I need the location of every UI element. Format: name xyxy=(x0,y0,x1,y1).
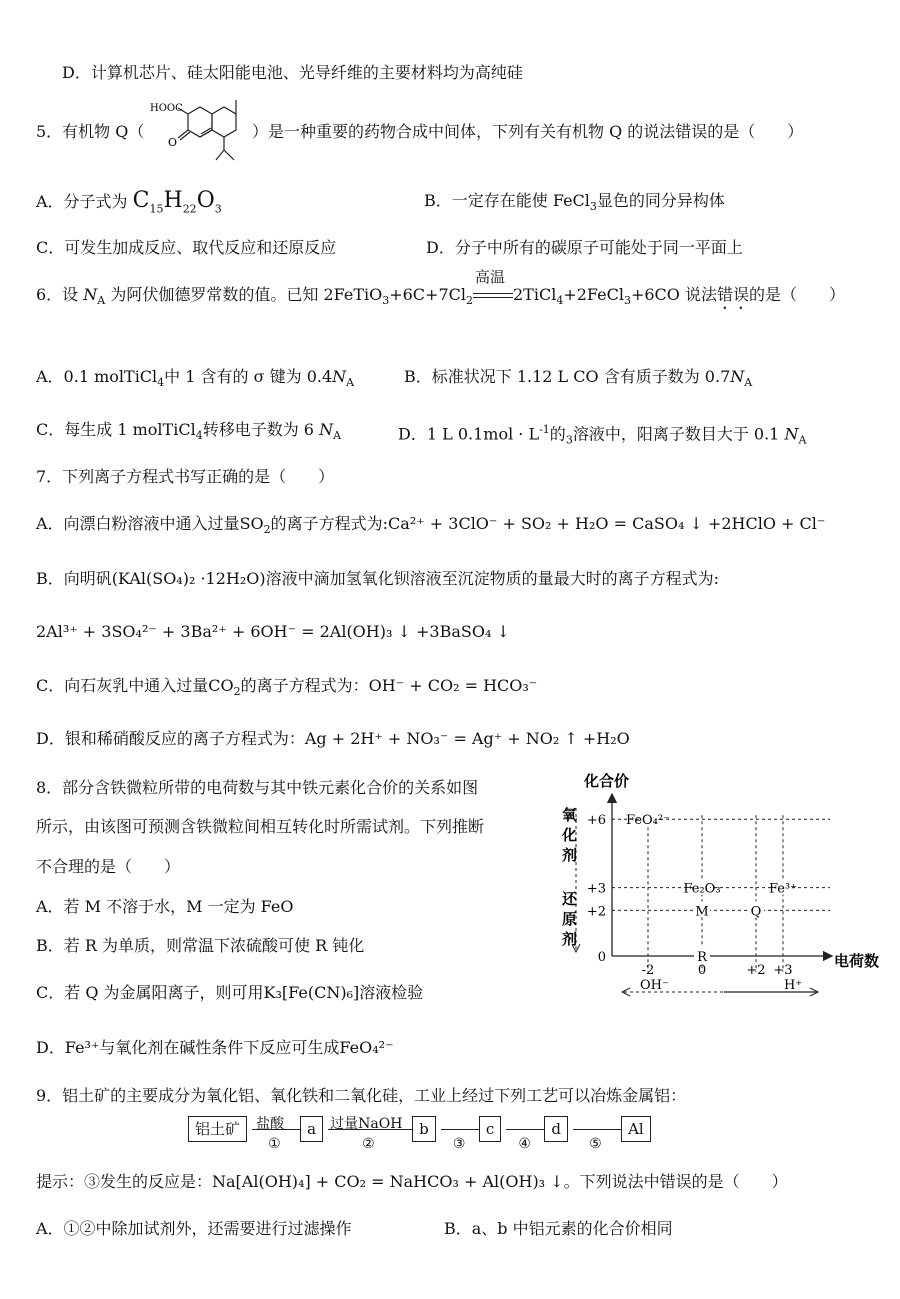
q9-option-b: B．a、b 中铝元素的化合价相同 xyxy=(444,1219,673,1238)
q7-equation-a: Ca²⁺ + 3ClO⁻ + SO₂ + H₂O = CaSO₄ ↓ +2HClO + Cl⁻ xyxy=(388,514,826,533)
q7-option-d: D．银和稀硝酸反应的离子方程式为：Ag + 2H⁺ + NO₃⁻ = Ag⁺ + NO₂ ↑ +H₂O xyxy=(36,729,630,748)
flow-box-b: b xyxy=(412,1116,436,1142)
q4-option-d: D．计算机芯片、硅太阳能电池、光导纤维的主要材料均为高纯硅 xyxy=(62,63,523,82)
q6-option-a: A．0.1 molTiCl$_4$中 1 含有的 σ 键为 $0.4N_A$ xyxy=(36,367,355,390)
q6-option-c: C．每生成 1 molTiCl$_4$转移电子数为 6 $N_A$ xyxy=(36,420,342,443)
q8-x-tick-label: +3 xyxy=(773,963,793,978)
q5-option-a-label: A．分子式为 xyxy=(36,192,128,211)
flow-box-start: 铝土矿 xyxy=(188,1116,247,1142)
q5-hooc-label: HOOC xyxy=(150,103,183,114)
q8-y-tick-label: +6 xyxy=(586,813,606,829)
q8-oxidant-char: 氧 xyxy=(562,806,578,824)
flow-arrow-1: 盐酸 ① xyxy=(252,1129,300,1130)
q9-hint-equation: Na[Al(OH)₄] + CO₂ = NaHCO₃ + Al(OH)₃ ↓ xyxy=(212,1172,564,1191)
q8-stem-line3: 不合理的是（ ） xyxy=(36,857,181,876)
q7-equation-b: 2Al³⁺ + 3SO₄²⁻ + 3Ba²⁺ + 6OH⁻ = 2Al(OH)₃ ↓ +3BaSO₄ ↓ xyxy=(36,622,510,641)
q8-reductant-char: 原 xyxy=(562,910,578,928)
q8-x-tick-label: -2 xyxy=(641,963,655,978)
q8-oxidant-label xyxy=(561,806,578,864)
q5-structure xyxy=(150,94,258,174)
q8-reagent: K₃[Fe(CN)₆] xyxy=(263,983,360,1002)
flow-arrow-3: ③ xyxy=(441,1129,479,1130)
flow-arrow-5: ⑤ xyxy=(573,1129,621,1130)
q8-y-tick-label: 0 xyxy=(597,950,606,965)
q6-option-d: D．1 L $0.1mol \cdot L^{-1}$的$_3$溶液中，阳离子数目大于 0.1 $N_A$ xyxy=(398,423,807,447)
q5-option-d: D．分子中所有的碳原子可能处于同一平面上 xyxy=(426,238,743,257)
q8-reductant-char: 剂 xyxy=(562,930,578,948)
flow-box-c: c xyxy=(479,1116,501,1142)
flow-box-a: a xyxy=(300,1116,323,1142)
q8-valence-charge-chart xyxy=(548,768,900,1004)
q7-option-b: B．向明矾(KAl(SO₄)₂ ·12H₂O)溶液中滴加氢氧化钡溶液至沉淀物质的量最大时的离子方程式为: xyxy=(36,569,720,588)
q8-oxidant-char: 剂 xyxy=(562,846,578,864)
q5-stem-tail: ）是一种重要的药物合成中间体，下列有关有机物 Q 的说法错误的是（ ） xyxy=(252,122,804,141)
q6-emphasis-wrong: 错误 xyxy=(717,285,750,304)
q5-stem xyxy=(36,121,144,143)
q7-option-c: C．向石灰乳中通入过量$CO_2$的离子方程式为：OH⁻ + CO₂ = HCO₃⁻ xyxy=(36,676,538,699)
flow-arrow-2: 过量NaOH ② xyxy=(328,1129,412,1130)
q8-stem-line2: 所示，由该图可预测含铁微粒间相互转化时所需试剂。下列推断 xyxy=(36,817,485,836)
q9-flowchart xyxy=(188,1116,651,1152)
q6-option-b: B．标准状况下 1.12 L CO 含有质子数为 $0.7N_A$ xyxy=(404,367,753,390)
q8-point-label: M xyxy=(695,904,709,920)
q6-condition-arrow: 高温 xyxy=(473,284,513,298)
q5-formula: $C_{15}H_{22}O_3$ xyxy=(132,188,222,216)
q8-x-tick-label: +2 xyxy=(746,963,766,978)
q8-option-b: B．若 R 为单质，则常温下浓硫酸可使 R 钝化 xyxy=(36,936,365,955)
q5-option-a xyxy=(36,190,222,220)
q8-h-label: H⁺ xyxy=(784,978,803,993)
q9-option-a: A．①②中除加试剂外，还需要进行过滤操作 xyxy=(36,1219,352,1238)
q5-o-label: O xyxy=(168,136,178,149)
q8-y-tick-label: +3 xyxy=(586,881,606,897)
q7-stem: 7．下列离子方程式书写正确的是（ ） xyxy=(36,467,335,486)
q6-equation-lhs: $2FeTiO_3+6C+7Cl_2$ xyxy=(323,285,473,308)
q8-point-label: Fe³⁺ xyxy=(768,881,798,897)
q7-option-a: A．向漂白粉溶液中通入过量$SO_2$的离子方程式为:Ca²⁺ + 3ClO⁻ + SO₂ + H₂O = CaSO₄ ↓ +2HClO + Cl⁻ xyxy=(36,514,826,537)
q8-point-label: FeO₄²⁻ xyxy=(626,813,670,829)
q8-reductant-label xyxy=(561,890,578,948)
q8-option-c: C．若 Q 为金属阳离子，则可用K₃[Fe(CN)₆]溶液检验 xyxy=(36,983,424,1002)
q7-equation-c: OH⁻ + CO₂ = HCO₃⁻ xyxy=(368,676,538,695)
q8-reductant-char: 还 xyxy=(562,890,578,908)
flow-arrow-4: ④ xyxy=(506,1129,544,1130)
q8-point-label: R xyxy=(697,950,707,965)
q8-x-axis-label: 电荷数 xyxy=(834,952,880,970)
q8-option-a: A．若 M 不溶于水，M 一定为 FeO xyxy=(36,897,294,916)
q9-hint: 提示：③发生的反应是：Na[Al(OH)₄] + CO₂ = NaHCO₃ + Al(OH)₃ ↓。下列说法中错误的是（ ） xyxy=(36,1172,788,1191)
q8-oxidant-char: 化 xyxy=(562,826,578,844)
flow-box-d: d xyxy=(544,1116,568,1142)
q7-alum-formula: (KAl(SO₄)₂ ·12H₂O) xyxy=(111,569,266,588)
q5-option-c: C．可发生加成反应、取代反应和还原反应 xyxy=(36,238,337,257)
q9-stem: 9．铝土矿的主要成分为氧化铝、氧化铁和二氧化硅，工业上经过下列工艺可以冶炼金属铝： xyxy=(36,1086,687,1105)
q5-option-b: B．一定存在能使 FeCl$_3$显色的同分异构体 xyxy=(424,191,725,214)
q8-point-label: Fe₂O₃ xyxy=(683,881,721,897)
q8-y-tick-label: +2 xyxy=(586,904,606,920)
q5-stem-lead: 5．有机物 Q（ xyxy=(36,122,145,141)
q8-oh-label: OH⁻ xyxy=(640,978,669,993)
flow-box-al: Al xyxy=(621,1116,651,1142)
q8-x-tick-label: 0 xyxy=(697,963,707,978)
q8-stem-line1: 8．部分含铁微粒所带的电荷数与其中铁元素化合价的关系如图 xyxy=(36,778,479,797)
q6-equation-rhs: 2TiCl$_4$+2FeCl$_3$+6CO xyxy=(513,285,680,308)
q7-equation-d: Ag + 2H⁺ + NO₃⁻ = Ag⁺ + NO₂ ↑ +H₂O xyxy=(304,729,630,748)
q6-stem: 6．设 $N_A$ 为阿伏伽德罗常数的值。已知 $2FeTiO_3+6C+7Cl_2$ 高温 2TiCl$_4$+2FeCl$_3$+6CO 说法错误的是（ ） xyxy=(36,268,846,308)
q8-option-d: D．Fe³⁺与氧化剂在碱性条件下反应可生成FeO₄²⁻ xyxy=(36,1038,394,1057)
q8-point-label: Q xyxy=(750,904,762,920)
q8-y-axis-label: 化合价 xyxy=(584,772,630,790)
